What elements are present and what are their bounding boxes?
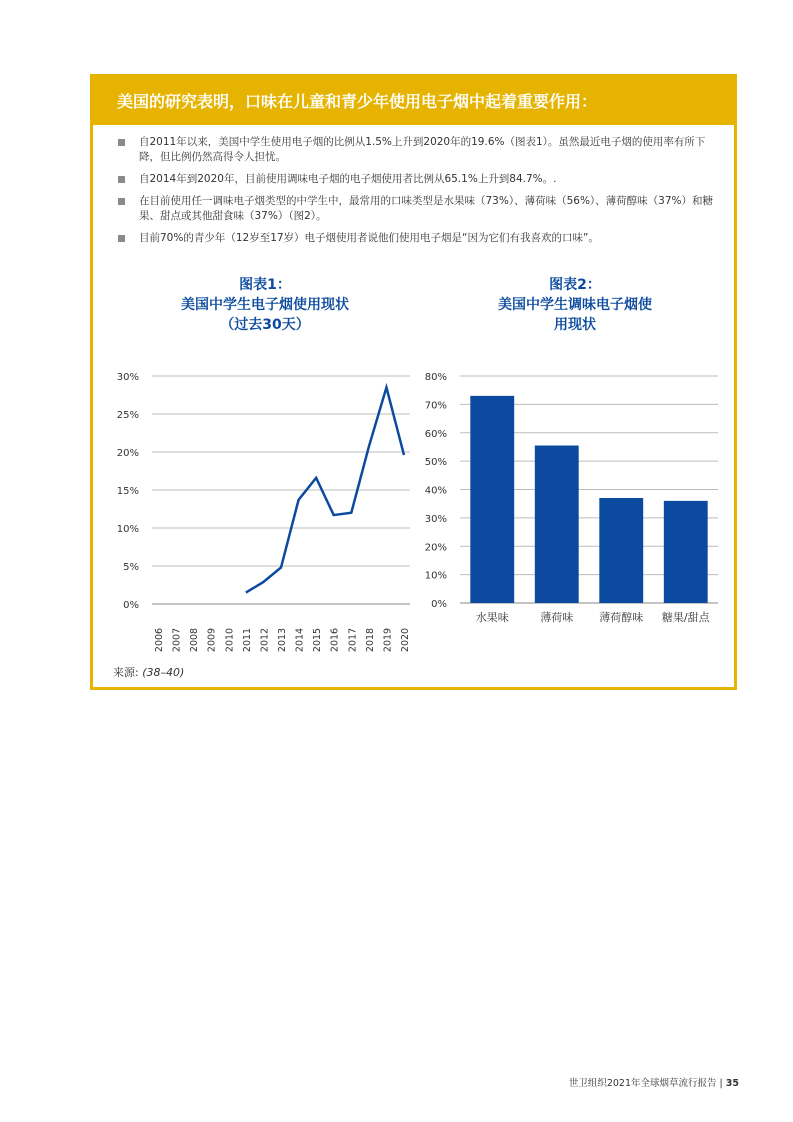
chart1-x-tick-label: 2011: [241, 627, 253, 653]
chart1-y-tick-label: 0%: [123, 600, 139, 611]
chart1-x-tick-label: 2012: [259, 627, 271, 653]
chart1-x-tick-label: 2009: [206, 627, 218, 653]
chart1-y-tick-label: 5%: [123, 562, 139, 573]
chart1-y-tick-label: 10%: [116, 524, 139, 535]
chart2-y-tick-label: 40%: [424, 485, 447, 497]
bullet-item: 在目前使用任一调味电子烟类型的中学生中，最常用的口味类型是水果味（73%）、薄荷味（56%）、薄荷醇味（37%）和糖果、甜点或其他甜食味（37%）（图2）。: [115, 194, 715, 224]
chart1-x-tick-label: 2006: [154, 627, 165, 653]
chart1-x-tick-label: 2014: [294, 627, 306, 653]
bullet-item: 目前70%的青少年（12岁至17岁）电子烟使用者说他们使用电子烟是“因为它们有我喜欢的口味”。: [115, 231, 715, 246]
bullet-item: 自2014年到2020年，目前使用调味电子烟的电子烟使用者比例从65.1%上升到84.7%。.: [115, 172, 715, 187]
chart1-x-tick-label: 2016: [329, 627, 341, 653]
chart2-y-tick-label: 60%: [424, 428, 447, 440]
chart1-x-tick-label: 2013: [277, 627, 288, 653]
chart2-y-tick-label: 10%: [424, 570, 447, 582]
box-heading: 美国的研究表明，口味在儿童和青少年使用电子烟中起着重要作用：: [117, 92, 598, 111]
chart2-y-tick-label: 0%: [431, 599, 447, 610]
chart2-x-tick-label: 薄荷味: [540, 611, 574, 624]
source-note: 来源: (38–40): [113, 666, 185, 679]
chart2-y-tick-label: 70%: [424, 400, 447, 412]
chart1-x-tick-label: 2018: [364, 627, 376, 653]
chart2-x-tick-label: 水果味: [475, 611, 509, 624]
chart1-x-tick-label: 2008: [189, 627, 201, 653]
chart2-bar: [470, 396, 514, 603]
chart2-y-tick-label: 80%: [424, 372, 447, 383]
bullet-item: 自2011年以来，美国中学生使用电子烟的比例从1.5%上升到2020年的19.6%（图表1）。虽然最近电子烟的使用率有所下降，但比例仍然高得令人担忧。: [115, 135, 715, 165]
chart1-y-tick-label: 15%: [116, 486, 139, 497]
chart1-x-tick-label: 2019: [382, 627, 394, 653]
chart1-title: 图表1： 美国中学生电子烟使用现状 （过去30天）: [181, 277, 349, 333]
chart1-x-tick-label: 2015: [312, 627, 324, 653]
chart2-bar: [664, 501, 708, 603]
chart1-y-tick-label: 25%: [116, 410, 139, 421]
chart2-y-tick-label: 20%: [424, 542, 447, 554]
chart1-x-tick-label: 2010: [224, 627, 236, 653]
chart2-x-tick-label: 薄荷醇味: [599, 611, 644, 624]
chart2-bar: [535, 446, 579, 603]
chart1-y-tick-label: 30%: [116, 372, 139, 383]
chart2-bar: [599, 498, 643, 603]
page-footer: 世卫组织2021年全球烟草流行报告 | 35: [568, 1078, 739, 1089]
page-number: 35: [725, 1078, 739, 1089]
chart1-x-tick-label: 2007: [171, 627, 183, 653]
chart1-x-tick-label: 2020: [400, 627, 411, 653]
chart2-y-tick-label: 30%: [424, 513, 447, 525]
chart1-y-tick-label: 20%: [116, 448, 139, 459]
chart2-title: 图表2： 美国中学生调味电子烟使 用现状: [498, 277, 652, 333]
chart2-x-tick-label: 糖果/甜点: [661, 611, 710, 624]
chart1-x-tick-label: 2017: [347, 627, 359, 653]
chart2-y-tick-label: 50%: [424, 457, 447, 469]
